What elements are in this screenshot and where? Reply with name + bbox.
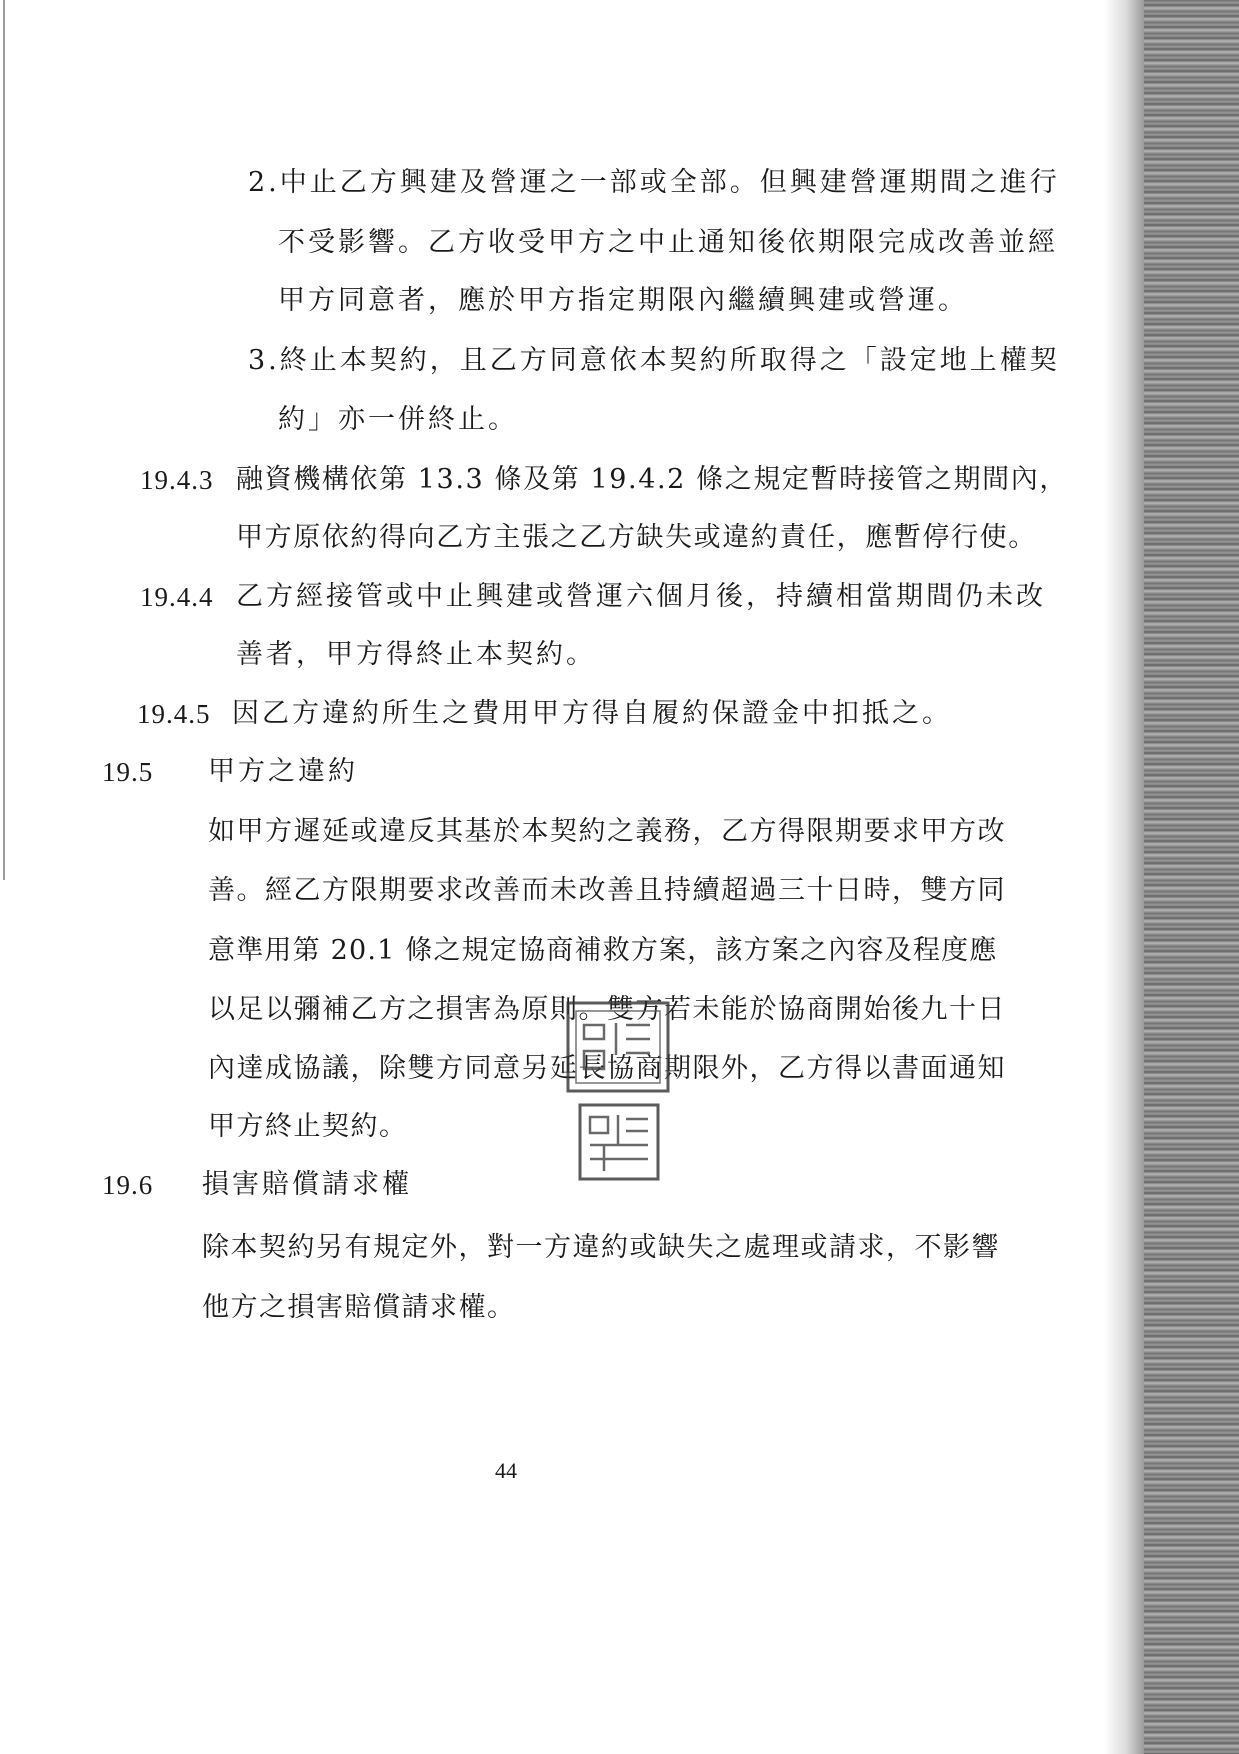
clause-19-4-5-number: 19.4.5 bbox=[137, 699, 211, 729]
item-2-line-2: 不受影響。乙方收受甲方之中止通知後依期限完成改善並經 bbox=[278, 227, 1058, 258]
scan-left-rule bbox=[3, 0, 5, 880]
section-19-5-line-5: 內達成協議，除雙方同意另延長協商期限外，乙方得以書面通知 bbox=[208, 1053, 1006, 1084]
section-19-6-line-1: 除本契約另有規定外，對一方違約或缺失之處理或請求，不影響 bbox=[202, 1232, 1000, 1263]
section-19-5-line-2: 善。經乙方限期要求改善而未改善且持續超過三十日時，雙方同 bbox=[208, 875, 1006, 906]
section-19-6-line-2: 他方之損害賠償請求權。 bbox=[202, 1292, 516, 1323]
scan-edge bbox=[1144, 0, 1239, 1754]
section-19-6-number: 19.6 bbox=[102, 1170, 154, 1200]
section-19-6-heading: 損害賠償請求權 bbox=[202, 1169, 412, 1200]
clause-19-4-3-line-2: 甲方原依約得向乙方主張之乙方缺失或違約責任，應暫停行使。 bbox=[236, 522, 1037, 553]
item-3-line-2: 約」亦一併終止。 bbox=[278, 404, 518, 435]
section-19-5-line-6: 甲方終止契約。 bbox=[208, 1111, 408, 1142]
clause-19-4-3-number: 19.4.3 bbox=[140, 465, 214, 495]
clause-19-4-4-line-1: 乙方經接管或中止興建或營運六個月後，持續相當期間仍未改 bbox=[236, 581, 1046, 612]
item-2-line-1: 2.中止乙方興建及營運之一部或全部。但興建營運期間之進行 bbox=[248, 167, 1060, 198]
item-2-line-3: 甲方同意者，應於甲方指定期限內繼續興建或營運。 bbox=[278, 285, 968, 316]
section-19-5-line-4: 以足以彌補乙方之損害為原則。雙方若未能於協商開始後九十日 bbox=[208, 994, 1006, 1025]
item-3-line-1: 3.終止本契約，且乙方同意依本契約所取得之「設定地上權契 bbox=[248, 345, 1060, 376]
clause-19-4-4-line-2: 善者，甲方得終止本契約。 bbox=[236, 639, 596, 670]
section-19-5-line-1: 如甲方遲延或違反其基於本契約之義務，乙方得限期要求甲方改 bbox=[208, 816, 1006, 847]
section-19-5-line-3: 意準用第 20.1 條之規定協商補救方案，該方案之內容及程度應 bbox=[208, 935, 998, 966]
section-19-5-heading: 甲方之違約 bbox=[208, 756, 358, 787]
section-19-5-number: 19.5 bbox=[102, 757, 154, 787]
seal-stamp bbox=[560, 995, 675, 1190]
clause-19-4-5-line-1: 因乙方違約所生之費用甲方得自履約保證金中扣抵之。 bbox=[232, 698, 952, 729]
clause-19-4-3-line-1: 融資機構依第 13.3 條及第 19.4.2 條之規定暫時接管之期間內， bbox=[236, 464, 1068, 495]
page-number: 44 bbox=[495, 1458, 517, 1483]
scan-shadow bbox=[1104, 0, 1144, 1754]
clause-19-4-4-number: 19.4.4 bbox=[140, 582, 214, 612]
